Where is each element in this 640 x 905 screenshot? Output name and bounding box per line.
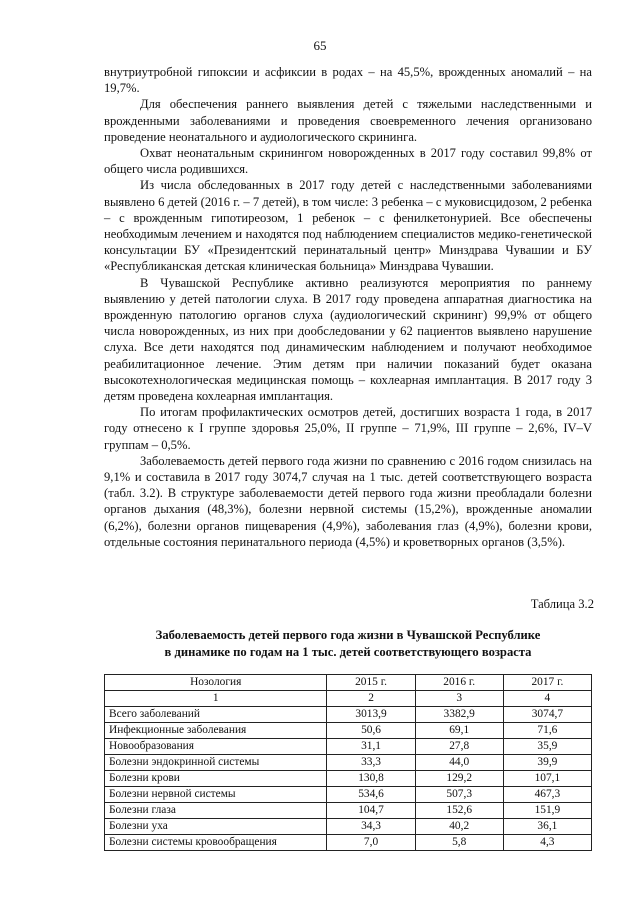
table-row	[105, 803, 592, 819]
index-cell: 4	[503, 691, 591, 707]
value-2015: 7,0	[327, 835, 415, 851]
value-2016: 129,2	[415, 771, 503, 787]
value-2017: 35,9	[503, 739, 591, 755]
table-row	[105, 771, 592, 787]
value-2016: 152,6	[415, 803, 503, 819]
header-2016: 2016 г.	[415, 675, 503, 691]
value-2017: 36,1	[503, 819, 591, 835]
table-row	[105, 755, 592, 771]
table-label: Таблица 3.2	[530, 597, 594, 611]
body-text	[104, 64, 592, 550]
header-2015: 2015 г.	[327, 675, 415, 691]
page-number: 65	[313, 38, 327, 53]
row-label: Инфекционные заболевания	[105, 723, 327, 739]
table-title	[104, 627, 592, 660]
value-2016: 69,1	[415, 723, 503, 739]
value-2016: 5,8	[415, 835, 503, 851]
value-2016: 27,8	[415, 739, 503, 755]
value-2017: 467,3	[503, 787, 591, 803]
paragraph: В Чувашской Республике активно реализуются мероприятия по раннему выявлению у детей патологии слуха. В 2017 году проведена аппаратная диагностика на врожденную патологию органов слуха (аудиологический скрининг) 99,9% от общего числа новорожденных, из них при дообследовании у 62 пациентов выявлено нарушение слуха. Все дети находятся под динамическим наблюдением и получают необходимое реабилитационное лечение. Этим детям при наличии показаний будет оказана высокотехнологическая медицинская помощь – кохлеарная имплантация. В 2017 году 3 детям проведена кохлеарная имплантация.	[104, 275, 592, 404]
table-row	[105, 819, 592, 835]
value-2017: 3074,7	[503, 707, 591, 723]
table-title-line: в динамике по годам на 1 тыс. детей соответствующего возраста	[164, 644, 532, 659]
header-2017: 2017 г.	[503, 675, 591, 691]
paragraph: внутриутробной гипоксии и асфиксии в родах – на 45,5%, врожденных аномалий – на 19,7%.	[104, 65, 592, 96]
value-2017: 71,6	[503, 723, 591, 739]
row-label: Болезни эндокринной системы	[105, 755, 327, 771]
paragraph: Охват неонатальным скринингом новорожденных в 2017 году составил 99,8% от общего числа родившихся.	[104, 146, 592, 177]
row-label: Болезни системы кровообращения	[105, 835, 327, 851]
table-row	[105, 739, 592, 755]
value-2015: 31,1	[327, 739, 415, 755]
value-2015: 33,3	[327, 755, 415, 771]
index-cell: 3	[415, 691, 503, 707]
paragraph: Из числа обследованных в 2017 году детей с наследственными заболеваниями выявлено 6 детей (2016 г. – 7 детей), в том числе: 3 ребенка – с муковисцидозом, 2 ребенка – с врожденным гипотиреозом, 1 ребенок – с фенилкетонурией. Все обеспечены необходимым лечением и находятся под наблюдением специалистов медико-генетической консультации БУ «Президентский перинатальный центр» Минздрава Чувашии и БУ «Республиканская детская клиническая больница» Минздрава Чувашии.	[104, 178, 592, 274]
table-index-row	[105, 691, 592, 707]
value-2017: 107,1	[503, 771, 591, 787]
row-label: Новообразования	[105, 739, 327, 755]
row-label: Всего заболеваний	[105, 707, 327, 723]
table-row	[105, 707, 592, 723]
row-label: Болезни крови	[105, 771, 327, 787]
index-cell: 2	[327, 691, 415, 707]
table-row	[105, 723, 592, 739]
value-2015: 104,7	[327, 803, 415, 819]
table-title-line: Заболеваемость детей первого года жизни в Чувашской Республике	[155, 628, 541, 642]
paragraph: По итогам профилактических осмотров детей, достигших возраста 1 года, в 2017 году отнесено к I группе здоровья 25,0%, II группе – 71,9%, III группе – 2,6%, IV–V группам – 0,5%.	[104, 405, 592, 452]
table-row	[105, 835, 592, 851]
paragraph: Заболеваемость детей первого года жизни по сравнению с 2016 годом снизилась на 9,1% и составила в 2017 году 3074,7 случая на 1 тыс. детей соответствующего возраста (табл. 3.2). В структуре заболеваемости детей первого года жизни преобладали болезни органов дыхания (48,3%), болезни нервной системы (15,2%), врожденные аномалии (6,2%), болезни органов пищеварения (4,9%), заболевания глаз (4,9%), болезни крови, отдельные состояния перинатального периода (4,5%) и кроветворных органов (3,5%).	[104, 453, 592, 549]
value-2015: 3013,9	[327, 707, 415, 723]
row-label: Болезни глаза	[105, 803, 327, 819]
value-2017: 151,9	[503, 803, 591, 819]
value-2016: 40,2	[415, 819, 503, 835]
value-2016: 3382,9	[415, 707, 503, 723]
value-2015: 130,8	[327, 771, 415, 787]
value-2015: 34,3	[327, 819, 415, 835]
morbidity-table	[104, 674, 592, 851]
table-header-row	[105, 675, 592, 691]
value-2017: 39,9	[503, 755, 591, 771]
value-2015: 50,6	[327, 723, 415, 739]
header-nosology: Нозология	[105, 675, 327, 691]
row-label: Болезни нервной системы	[105, 787, 327, 803]
row-label: Болезни уха	[105, 819, 327, 835]
table-row	[105, 787, 592, 803]
value-2015: 534,6	[327, 787, 415, 803]
index-cell: 1	[105, 691, 327, 707]
value-2016: 507,3	[415, 787, 503, 803]
value-2016: 44,0	[415, 755, 503, 771]
value-2017: 4,3	[503, 835, 591, 851]
paragraph: Для обеспечения раннего выявления детей с тяжелыми наследственными и врожденными заболеваниями и проведения своевременного лечения организовано проведение неонатального и аудиологического скрининга.	[104, 97, 592, 144]
